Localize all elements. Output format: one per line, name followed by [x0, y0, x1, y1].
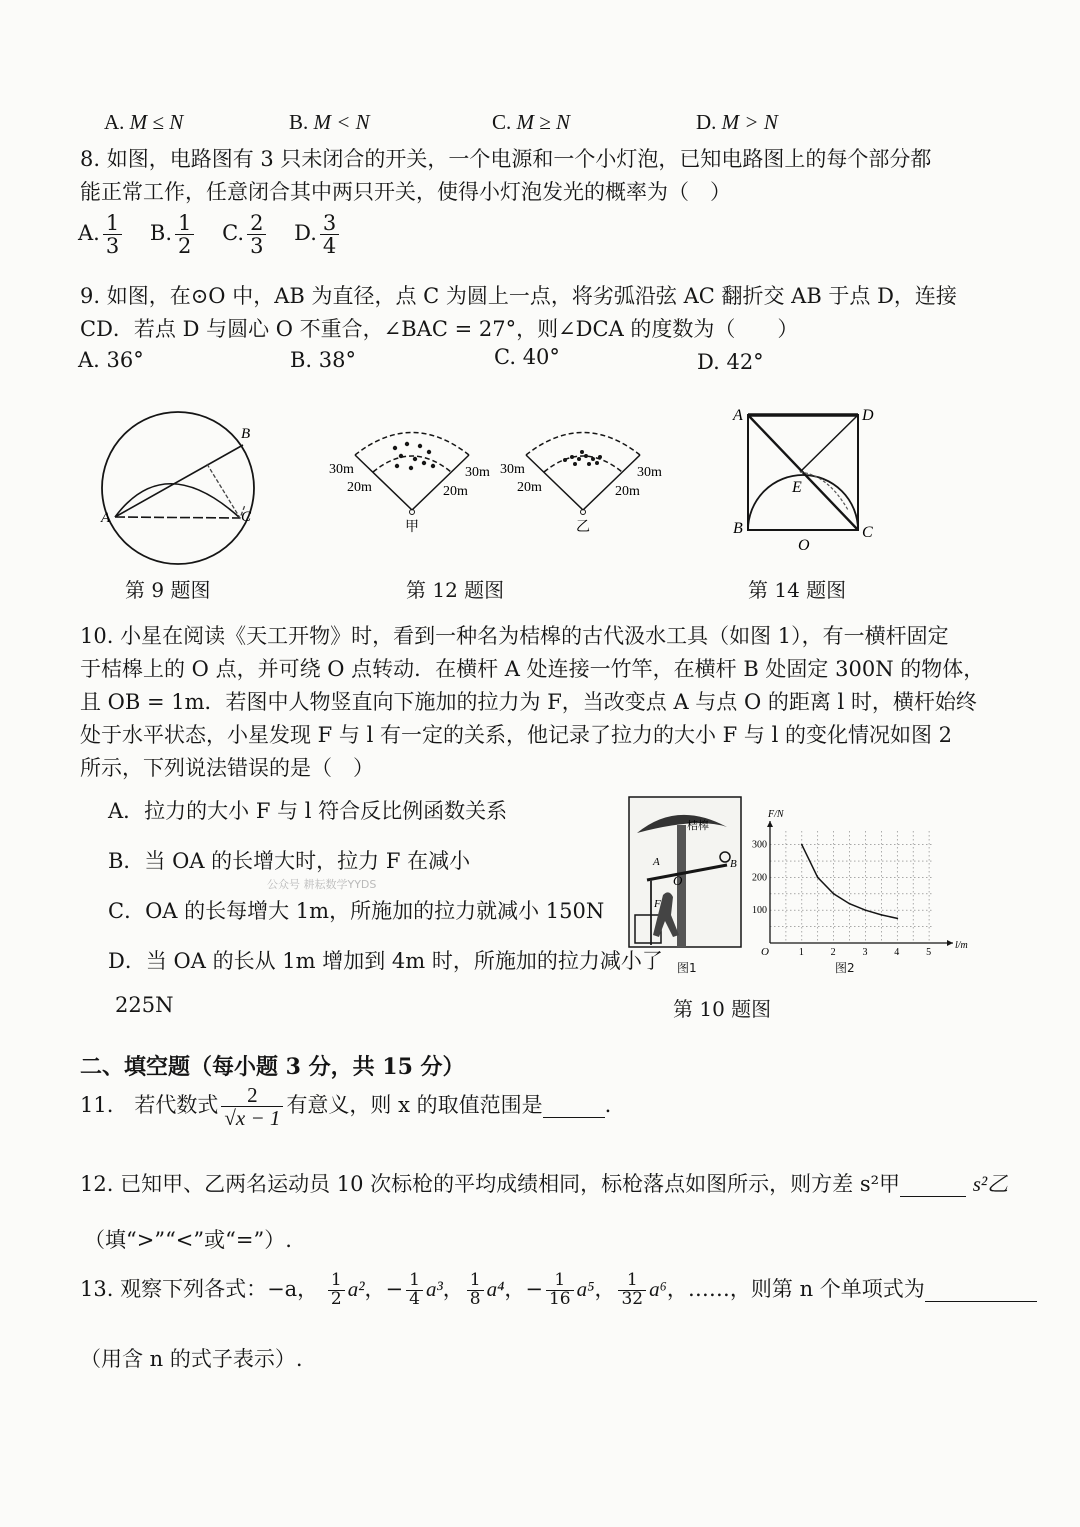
q8-line2: 能正常工作，任意闭合其中两只开关，使得小灯泡发光的概率为（ ） [80, 180, 731, 204]
q9-option-b [290, 348, 356, 372]
q12-s-yi: s²乙 [972, 1172, 1009, 1196]
figure-10-caption: 第 10 题图 [673, 997, 772, 1021]
figure-12-caption: 第 12 题图 [406, 578, 505, 602]
q8-line1: 8. 如图，电路图有 3 只未闭合的开关，一个电源和一个小灯泡，已知电路图上的每个部分都 [80, 147, 932, 171]
numerator: 1 [328, 1272, 345, 1291]
option-value: 42° [726, 350, 764, 374]
option-expr: M ≤ N [129, 110, 184, 134]
option-label: B. [289, 110, 309, 134]
option-label: D. [294, 221, 317, 246]
label-o: O [673, 873, 683, 888]
chart-grid [770, 831, 932, 943]
cd-segment [207, 464, 245, 518]
q10-option-c: C．OA 的长每增大 1m，所施加的拉力就减小 150N [108, 899, 605, 923]
q7-option-d [696, 110, 778, 135]
q7-option-b [289, 110, 370, 135]
term-fraction [328, 1272, 345, 1309]
label-f: F [654, 898, 661, 910]
q7-option-a [104, 110, 183, 135]
q9-option-a [78, 348, 144, 372]
circle-o [102, 412, 254, 564]
chord-ac [115, 517, 240, 518]
label-d: D [862, 407, 874, 424]
option-value: 40° [522, 345, 560, 369]
q11 [80, 1084, 611, 1129]
option-expr: M ≥ N [516, 110, 571, 134]
q11-fraction [221, 1084, 283, 1129]
chart-axes [767, 821, 953, 946]
series-point [817, 877, 819, 879]
q10-line4: 处于水平状态，小星发现 F 与 l 有一定的关系，他记录了拉力的大小 F 与 l 的变化情况如图 2 [80, 723, 953, 747]
denominator: 2 [178, 234, 192, 259]
q10-line1: 10. 小星在阅读《天工开物》时，看到一种名为桔槔的古代汲水工具（如图 1），有一横杆固定 [80, 624, 949, 648]
numerator: 2 [247, 212, 266, 235]
q10-option-d: D．当 OA 的长从 1m 增加到 4m 时，所施加的拉力减小了 [108, 949, 663, 973]
sector-jia [329, 433, 490, 536]
q8-options [78, 212, 342, 257]
numerator: 3 [320, 212, 339, 235]
x-tick-label: 4 [894, 947, 900, 958]
term-power: a⁶ [649, 1276, 667, 1301]
option-label: A. [78, 348, 100, 372]
q9-option-d [697, 350, 764, 374]
q9-option-c [494, 345, 560, 369]
denominator: 8 [469, 1288, 481, 1309]
denominator: 3 [250, 234, 264, 259]
label-a: A [733, 407, 743, 424]
option-fraction [247, 212, 266, 257]
term-power: a⁵ [576, 1276, 595, 1301]
denominator: √x − 1 [224, 1106, 281, 1131]
label-20m-right: 20m [443, 484, 468, 499]
option-label: B. [149, 221, 173, 246]
term-fraction [406, 1272, 423, 1309]
figure-9-circle-diagram [95, 400, 270, 570]
term-sign: − [525, 1276, 543, 1301]
q13-pre: 13. 观察下列各式：−a， [80, 1276, 319, 1301]
label-jia: 甲 [405, 520, 419, 535]
label-30m: 30m [500, 462, 525, 477]
series-point [849, 903, 851, 905]
option-label: A. [104, 110, 125, 134]
watermark: 公众号 耕耘数学YYDS [267, 878, 377, 891]
q11-answer-blank[interactable] [543, 1093, 605, 1118]
x-axis-arrow [947, 940, 953, 946]
segment-de [800, 415, 858, 472]
q13-line2: （用含 n 的式子表示）. [80, 1347, 303, 1371]
option-fraction [320, 212, 339, 257]
q10-line2: 于桔槔上的 O 点，并可绕 O 点转动．在横杆 A 处连接一竹竿，在横杆 B 处固定 300N 的物体， [80, 657, 985, 681]
q12-answer-blank[interactable] [900, 1172, 966, 1197]
x-tick-label: 5 [926, 947, 932, 958]
option-expr: M > N [721, 110, 778, 134]
option-label: C. [222, 221, 245, 246]
label-b: B [241, 426, 251, 442]
label-20m: 20m [517, 480, 542, 495]
q11-end: . [604, 1093, 612, 1118]
figure-10-lever-picture [627, 795, 745, 960]
label-yi: 乙 [576, 520, 590, 535]
label-e: E [792, 479, 802, 496]
chart-labels [752, 809, 968, 958]
figure-10-force-chart [752, 809, 968, 960]
numerator: 1 [467, 1272, 484, 1291]
denominator: 4 [322, 234, 337, 259]
series-point [865, 909, 867, 911]
denominator: 32 [621, 1288, 644, 1309]
label-30m-right: 30m [465, 465, 490, 480]
denominator: 2 [330, 1288, 342, 1309]
label-lever: 桔槔 [687, 820, 709, 832]
option-fraction [175, 212, 194, 257]
numerator: 1 [175, 212, 194, 235]
label-b: B [733, 520, 743, 537]
label-20m: 20m [347, 480, 372, 495]
x-tick-label: 2 [830, 947, 836, 958]
x-axis-label: l/m [955, 940, 968, 951]
label-b: B [730, 858, 737, 870]
option-label: D. [696, 110, 717, 134]
label-c: C [241, 509, 252, 525]
q12-line1 [80, 1168, 1008, 1198]
option-label: D. [697, 350, 720, 374]
option-label: C. [492, 110, 512, 134]
label-20m-right: 20m [615, 484, 640, 499]
series-point [833, 893, 835, 895]
q9-line2: CD．若点 D 与圆心 O 不重合，∠BAC = 27°，则∠DCA 的度数为（ ） [80, 317, 799, 341]
sector-yi [500, 433, 662, 536]
y-axis-label: F/N [768, 809, 784, 820]
q9-line1: 9. 如图，在⊙O 中，AB 为直径，点 C 为圆上一点，将劣弧沿弦 AC 翻折交 AB 于点 D，连接 [80, 284, 957, 308]
term-fraction [467, 1272, 484, 1309]
q10-line5: 所示，下列说法错误的是（ ） [80, 756, 374, 780]
series-point [896, 918, 898, 920]
label-c: C [862, 524, 873, 541]
figure-12-javelin-diagram [325, 415, 670, 540]
y-axis-arrow [767, 821, 773, 827]
series-point [880, 914, 882, 916]
q11-post: 有意义，则 x 的取值范围是 [286, 1093, 543, 1118]
term-sign: − [385, 1276, 404, 1301]
label-30m: 30m [329, 462, 354, 477]
label-a: A [101, 510, 111, 526]
term-power: a³ [425, 1276, 443, 1301]
semicircle-bc [748, 475, 858, 530]
label-o: O [798, 537, 810, 554]
x-tick-label: 1 [798, 947, 804, 958]
denominator: 3 [105, 234, 120, 259]
option-fraction [103, 212, 122, 257]
numerator: 1 [103, 212, 122, 235]
option-value: 36° [106, 348, 144, 372]
series-point [801, 844, 803, 846]
label-30m-right: 30m [637, 465, 662, 480]
folded-arc [115, 484, 240, 518]
q12-text: 12. 已知甲、乙两名运动员 10 次标枪的平均成绩相同，标枪落点如图所示，则方差 s²甲 [80, 1172, 901, 1196]
section-2-title: 二、填空题（每小题 3 分，共 15 分） [80, 1054, 465, 1080]
y-tick-label: 200 [752, 872, 767, 884]
q10-option-b: B．当 OA 的长增大时，拉力 F 在减小 [108, 849, 471, 873]
q12-line2: （填“>”“<”或“=”）. [84, 1228, 292, 1252]
numerator: 1 [546, 1272, 574, 1291]
term-power: a² [347, 1276, 365, 1301]
option-label: B. [290, 348, 313, 372]
q10-option-d-cont: 225N [115, 993, 174, 1017]
figure-10-sub1: 图1 [677, 961, 697, 975]
term-power: a⁴ [486, 1276, 505, 1301]
q13-line1: 13. 观察下列各式：−a， $\frac{1}{2}$ a²，− $\frac{1}{4}$ a³， $\frac{1}{8}$ a⁴，− $\frac{1}{16}$ a⁵， $\frac{1}{32}$ a⁶，……，则第 n 个单项式为 [80, 1272, 1037, 1309]
q10-option-a: A．拉力的大小 F 与 l 符合反比例函数关系 [108, 799, 508, 823]
q13-post: ，……，则第 n 个单项式为 [666, 1276, 925, 1301]
figure-14-square-diagram [728, 400, 888, 555]
q10-line3: 且 OB = 1m．若图中人物竖直向下施加的拉力为 F，当改变点 A 与点 O 的距离 l 时，横杆始终 [80, 690, 977, 714]
label-a: A [653, 856, 660, 868]
x-tick-label: 3 [862, 947, 868, 958]
figure-10-sub2: 图2 [835, 961, 855, 975]
denominator: 16 [548, 1288, 571, 1309]
option-expr: M < N [313, 110, 370, 134]
term-fraction [546, 1272, 574, 1309]
origin-label: O [761, 946, 769, 958]
option-label: A. [78, 221, 100, 246]
q13-answer-blank[interactable] [925, 1277, 1037, 1302]
figure-9-caption: 第 9 题图 [125, 578, 211, 602]
numerator: 1 [406, 1272, 423, 1291]
numerator: 1 [618, 1272, 646, 1291]
option-value: 38° [318, 348, 357, 372]
option-label: C. [494, 345, 516, 369]
y-tick-label: 300 [752, 839, 767, 851]
y-tick-label: 100 [752, 905, 767, 917]
q7-option-c [492, 110, 570, 135]
q11-pre: 11. 若代数式 [80, 1093, 219, 1118]
numerator: 2 [221, 1084, 283, 1107]
chord-ab [115, 445, 243, 517]
denominator: 4 [409, 1288, 420, 1309]
term-fraction [618, 1272, 646, 1309]
figure-14-caption: 第 14 题图 [748, 578, 847, 602]
